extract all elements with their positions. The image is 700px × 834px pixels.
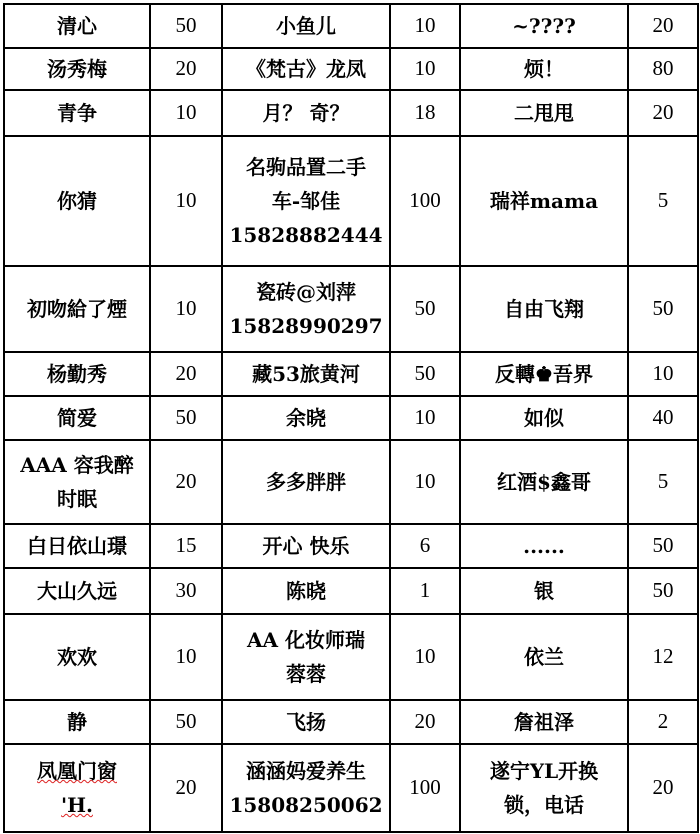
table-row xyxy=(4,700,698,744)
table-row xyxy=(4,136,698,266)
amount-cell: 40 xyxy=(628,396,698,440)
donor-name-cell: 你猜 xyxy=(4,136,150,266)
amount-cell: 10 xyxy=(390,614,460,700)
donor-name-cell: 瑞祥mama xyxy=(460,136,628,266)
donor-name-cell: 开心 快乐 xyxy=(222,524,390,568)
cell-text-line: 蓉蓉 xyxy=(286,662,326,686)
table-row xyxy=(4,440,698,524)
cell-text-line: 瓷砖@刘萍 xyxy=(256,280,356,304)
donation-table xyxy=(3,3,699,833)
donor-name-cell: 《梵古》龙凤 xyxy=(222,48,390,90)
cell-text-line: 时眠 xyxy=(57,487,97,511)
donor-name-cell: 小鱼儿 xyxy=(222,4,390,48)
donor-name-cell xyxy=(222,136,390,266)
donor-name-cell xyxy=(222,614,390,700)
amount-cell: 6 xyxy=(390,524,460,568)
donor-name-cell: 月？ 奇？ xyxy=(222,90,390,136)
cell-text-line: 15828990297 xyxy=(229,314,383,338)
donor-name-cell: 银 xyxy=(460,568,628,614)
amount-cell: 100 xyxy=(390,136,460,266)
amount-cell: 20 xyxy=(150,440,222,524)
donor-name-cell: 反轉♚吾界 xyxy=(460,352,628,396)
donor-name-cell: 陈晓 xyxy=(222,568,390,614)
cell-text-line: 'H. xyxy=(61,793,93,817)
amount-cell: 2 xyxy=(628,700,698,744)
amount-cell: 50 xyxy=(150,700,222,744)
donor-name-cell: 詹祖泽 xyxy=(460,700,628,744)
amount-cell: 10 xyxy=(390,4,460,48)
donor-name-cell: 大山久远 xyxy=(4,568,150,614)
donor-name-cell: ...... xyxy=(460,524,628,568)
cell-text-line: AA 化妆师瑞 xyxy=(247,628,365,652)
donor-name-cell: 自由飞翔 xyxy=(460,266,628,352)
amount-cell: 100 xyxy=(390,744,460,832)
donor-name-cell xyxy=(4,440,150,524)
amount-cell: 5 xyxy=(628,440,698,524)
donor-name-cell: 依兰 xyxy=(460,614,628,700)
donor-name-cell: 简爱 xyxy=(4,396,150,440)
table-row xyxy=(4,90,698,136)
cell-text-line: AAA 容我醉 xyxy=(20,453,134,477)
donor-name-cell: 静 xyxy=(4,700,150,744)
amount-cell: 20 xyxy=(150,352,222,396)
donor-name-cell: 青争 xyxy=(4,90,150,136)
amount-cell: 50 xyxy=(390,266,460,352)
donation-table-body xyxy=(4,4,698,832)
table-row xyxy=(4,568,698,614)
amount-cell: 18 xyxy=(390,90,460,136)
table-row xyxy=(4,352,698,396)
donor-name-cell xyxy=(460,744,628,832)
amount-cell: 10 xyxy=(628,352,698,396)
donor-name-cell: 红酒$鑫哥 xyxy=(460,440,628,524)
amount-cell: 50 xyxy=(628,568,698,614)
donor-name-cell: 欢欢 xyxy=(4,614,150,700)
amount-cell: 50 xyxy=(150,4,222,48)
cell-text-line: 车-邹佳 xyxy=(271,189,341,213)
cell-text-line: 15808250062 xyxy=(229,793,383,817)
table-row xyxy=(4,396,698,440)
amount-cell: 10 xyxy=(390,396,460,440)
table-row xyxy=(4,524,698,568)
amount-cell: 10 xyxy=(390,48,460,90)
amount-cell: 20 xyxy=(628,744,698,832)
donor-name-cell: 杨勤秀 xyxy=(4,352,150,396)
donor-name-cell xyxy=(222,744,390,832)
amount-cell: 10 xyxy=(150,90,222,136)
amount-cell: 10 xyxy=(150,136,222,266)
amount-cell: 50 xyxy=(628,266,698,352)
donor-name-cell: 清心 xyxy=(4,4,150,48)
donor-name-cell: 初吻給了煙 xyxy=(4,266,150,352)
amount-cell: 20 xyxy=(150,48,222,90)
cell-text-line: 名驹品置二手 xyxy=(246,155,366,179)
amount-cell: 20 xyxy=(628,90,698,136)
table-row xyxy=(4,614,698,700)
amount-cell: 50 xyxy=(150,396,222,440)
donor-name-cell: 白日依山璟 xyxy=(4,524,150,568)
amount-cell: 50 xyxy=(628,524,698,568)
cell-text-line: 涵涵妈爱养生 xyxy=(246,759,366,783)
table-row xyxy=(4,266,698,352)
cell-text-line: 凤凰门窗 xyxy=(37,759,117,783)
table-row xyxy=(4,48,698,90)
amount-cell: 20 xyxy=(150,744,222,832)
donor-name-cell: ~???? xyxy=(460,4,628,48)
amount-cell: 30 xyxy=(150,568,222,614)
amount-cell: 1 xyxy=(390,568,460,614)
donor-name-cell: 余晓 xyxy=(222,396,390,440)
donor-name-cell: 藏53旅黄河 xyxy=(222,352,390,396)
amount-cell: 12 xyxy=(628,614,698,700)
amount-cell: 20 xyxy=(390,700,460,744)
amount-cell: 80 xyxy=(628,48,698,90)
donor-name-cell: 多多胖胖 xyxy=(222,440,390,524)
amount-cell: 10 xyxy=(150,266,222,352)
donor-name-cell: 飞扬 xyxy=(222,700,390,744)
donor-name-cell: 汤秀梅 xyxy=(4,48,150,90)
table-row xyxy=(4,4,698,48)
amount-cell: 20 xyxy=(628,4,698,48)
amount-cell: 10 xyxy=(390,440,460,524)
donor-name-cell xyxy=(4,744,150,832)
donor-name-cell xyxy=(222,266,390,352)
cell-text-line: 锁，电话 xyxy=(504,793,584,817)
donor-name-cell: 如似 xyxy=(460,396,628,440)
table-row xyxy=(4,744,698,832)
amount-cell: 15 xyxy=(150,524,222,568)
amount-cell: 10 xyxy=(150,614,222,700)
cell-text-line: 15828882444 xyxy=(229,223,383,247)
amount-cell: 50 xyxy=(390,352,460,396)
amount-cell: 5 xyxy=(628,136,698,266)
cell-text-line: 遂宁YL开换 xyxy=(489,759,599,783)
donor-name-cell: 烦！ xyxy=(460,48,628,90)
donor-name-cell: 二甩甩 xyxy=(460,90,628,136)
